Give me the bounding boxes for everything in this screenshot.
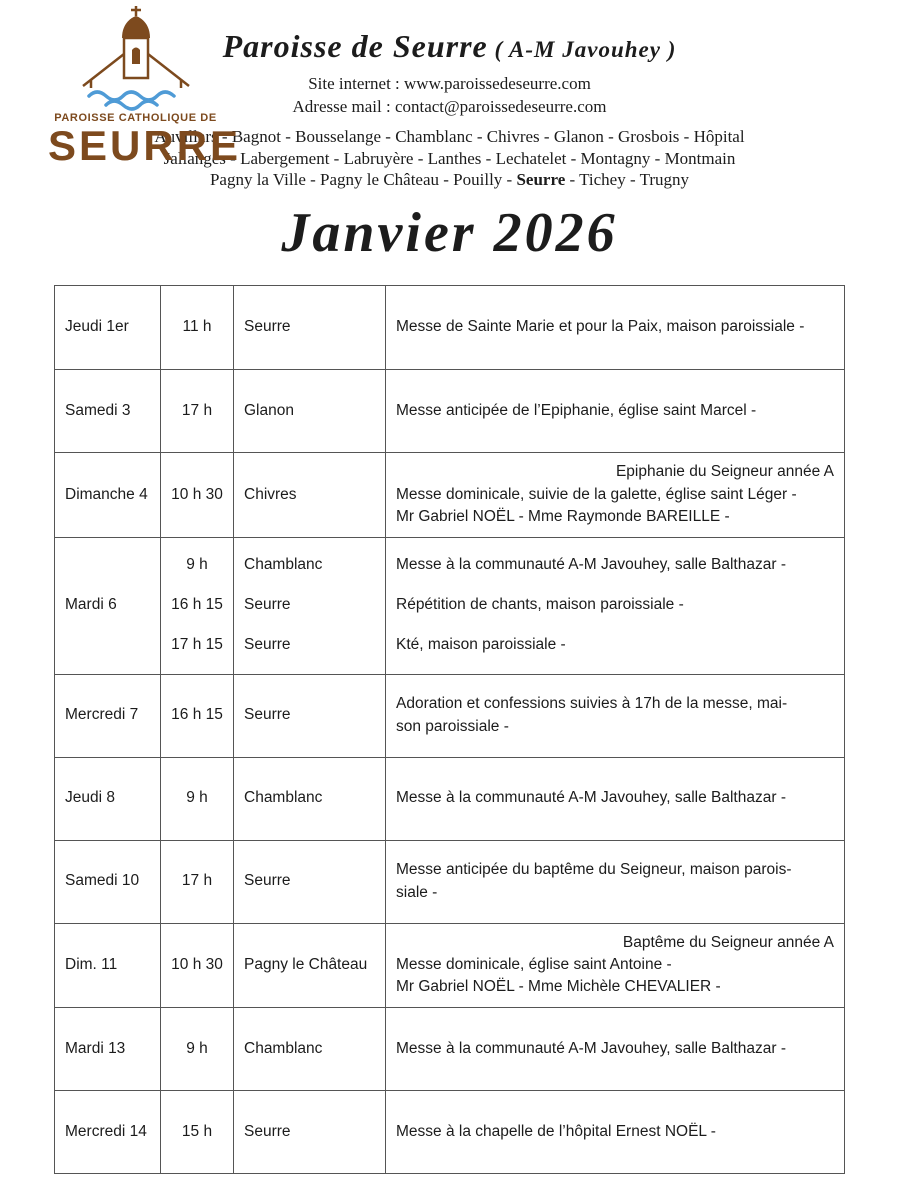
day-cell: Jeudi 1er — [65, 318, 129, 336]
feast-note: Baptême du Seigneur année A — [622, 933, 834, 951]
villages-line-3: Pagny la Ville - Pagny le Château - Pouilly - Seurre - Tichey - Trugny — [209, 170, 690, 190]
description-line: Mr Gabriel NOËL - Mme Michèle CHEVALIER - — [396, 978, 721, 996]
highlighted-village: Seurre — [516, 170, 566, 190]
schedule-row — [55, 757, 844, 840]
time-value: 9 h — [186, 556, 208, 574]
description-cell — [385, 286, 844, 369]
description-line: Kté, maison paroissiale - — [396, 636, 566, 654]
time-value: 9 h — [186, 789, 208, 807]
place-value: Chivres — [244, 485, 297, 503]
description-cell — [385, 924, 844, 1007]
day-cell: Mardi 13 — [65, 1039, 126, 1057]
description-line: Messe anticipée de l’Epiphanie, église saint Marcel - — [396, 401, 757, 419]
place-cell — [233, 370, 385, 452]
place-cell — [233, 453, 385, 536]
description-line: siale - — [396, 883, 438, 901]
church-icon — [61, 4, 211, 112]
description-line: Messe dominicale, suivie de la galette, église saint Léger - — [396, 485, 797, 503]
time-cell — [160, 453, 233, 536]
day-cell: Samedi 3 — [65, 401, 131, 419]
schedule-row — [55, 369, 844, 452]
place-value: Chamblanc — [244, 1039, 323, 1057]
place-value: Seurre — [244, 596, 291, 614]
time-value: 9 h — [186, 1039, 208, 1057]
day-cell: Dim. 11 — [65, 956, 118, 973]
place-value: Glanon — [244, 401, 294, 419]
day-cell: Jeudi 8 — [65, 789, 115, 807]
parish-title: Paroisse de Seurre — [222, 28, 488, 64]
place-value: Pagny le Château — [244, 956, 368, 973]
time-cell — [160, 538, 233, 674]
description-text — [396, 859, 834, 904]
description-cell — [385, 1091, 844, 1173]
website-line: Site internet : www.paroissedeseurre.com — [308, 74, 591, 93]
place-value: Seurre — [244, 1122, 291, 1140]
time-cell — [160, 370, 233, 452]
time-cell — [160, 924, 233, 1007]
time-value: 17 h — [181, 401, 213, 419]
description-text — [396, 693, 834, 738]
parish-logo — [48, 4, 242, 169]
description-line: Mr Gabriel NOËL - Mme Raymonde BAREILLE - — [396, 508, 730, 526]
description-text — [396, 400, 834, 422]
place-cell — [233, 841, 385, 923]
description-line: Messe dominicale, église saint Antoine - — [396, 956, 672, 973]
description-text — [396, 484, 834, 529]
description-line: Messe à la chapelle de l’hôpital Ernest NOËL - — [396, 1122, 716, 1140]
feast-note: Epiphanie du Seigneur année A — [615, 463, 834, 481]
villages-line-2: Jallanges - Labergement - Labruyère - Lanthes - Lechatelet - Montagny - Montmain — [163, 148, 736, 168]
place-value: Seurre — [244, 872, 291, 890]
place-value: Seurre — [244, 636, 291, 654]
place-value: Chamblanc — [244, 789, 323, 807]
place-cell — [233, 924, 385, 1007]
description-cell — [385, 453, 844, 536]
time-value: 17 h — [181, 872, 213, 890]
description-line: Messe à la communauté A-M Javouhey, salle Balthazar - — [396, 556, 786, 574]
place-value: Seurre — [244, 706, 291, 724]
day-cell: Mardi 6 — [65, 596, 117, 614]
description-cell — [385, 675, 844, 757]
place-value: Chamblanc — [244, 556, 323, 574]
time-cell — [160, 758, 233, 840]
villages-line-1: Auvillars - Bagnot - Bousselange - Chamblanc - Chivres - Glanon - Grosbois - Hôpital — [154, 126, 745, 146]
time-value: 10 h 30 — [171, 956, 223, 973]
description-cell — [385, 758, 844, 840]
description-text — [396, 1038, 834, 1060]
description-line: son paroissiale - — [396, 717, 509, 735]
description-cell — [385, 538, 844, 674]
time-cell — [160, 1008, 233, 1090]
description-text — [396, 1121, 834, 1143]
place-cell — [233, 675, 385, 757]
logo-bottom-text: SEURRE — [48, 122, 242, 169]
schedule-row — [55, 1090, 844, 1173]
description-line: Adoration et confessions suivies à 17h de la messe, mai- — [396, 695, 788, 713]
description-text — [396, 316, 834, 338]
time-value: 16 h 15 — [171, 596, 223, 614]
time-value: 11 h — [182, 318, 212, 336]
description-text — [396, 586, 834, 626]
time-value: 17 h 15 — [171, 636, 223, 654]
description-text — [396, 546, 834, 586]
schedule-row — [55, 452, 844, 536]
schedule-row — [55, 674, 844, 757]
day-cell: Dimanche 4 — [65, 485, 148, 503]
description-cell — [385, 841, 844, 923]
schedule-row — [55, 1007, 844, 1090]
day-cell: Samedi 10 — [65, 872, 140, 890]
description-line: Messe à la communauté A-M Javouhey, salle Balthazar - — [396, 789, 786, 807]
time-cell — [160, 841, 233, 923]
place-value: Seurre — [244, 318, 291, 336]
logo-top-text: PAROISSE CATHOLIQUE DE — [54, 112, 217, 124]
place-cell — [233, 286, 385, 369]
description-line: Messe de Sainte Marie et pour la Paix, maison paroissiale - — [396, 318, 805, 336]
time-cell — [160, 1091, 233, 1173]
time-cell — [160, 675, 233, 757]
schedule-table — [54, 285, 845, 1174]
place-cell — [233, 1008, 385, 1090]
time-value: 16 h 15 — [171, 706, 223, 724]
time-value: 15 h — [181, 1122, 213, 1140]
schedule-row — [55, 537, 844, 674]
day-cell: Mercredi 7 — [65, 706, 139, 724]
description-line: Messe à la communauté A-M Javouhey, salle Balthazar - — [396, 1039, 786, 1057]
description-line: Répétition de chants, maison paroissiale - — [396, 596, 684, 614]
schedule-row — [55, 286, 844, 369]
schedule-row — [55, 923, 844, 1007]
description-text — [396, 954, 834, 999]
time-value: 10 h 30 — [171, 485, 223, 503]
description-line: Messe anticipée du baptême du Seigneur, maison parois- — [396, 861, 792, 879]
description-text — [396, 626, 834, 666]
month-title: Janvier 2026 — [281, 202, 618, 265]
time-cell — [160, 286, 233, 369]
place-cell — [233, 538, 385, 674]
place-cell — [233, 758, 385, 840]
schedule-row — [55, 840, 844, 923]
email-line: Adresse mail : contact@paroissedeseurre.com — [292, 96, 607, 116]
description-text — [396, 787, 834, 809]
place-cell — [233, 1091, 385, 1173]
parish-title-suffix: ( A-M Javouhey ) — [487, 37, 677, 62]
day-cell: Mercredi 14 — [65, 1122, 147, 1140]
description-cell — [385, 1008, 844, 1090]
description-cell — [385, 370, 844, 452]
